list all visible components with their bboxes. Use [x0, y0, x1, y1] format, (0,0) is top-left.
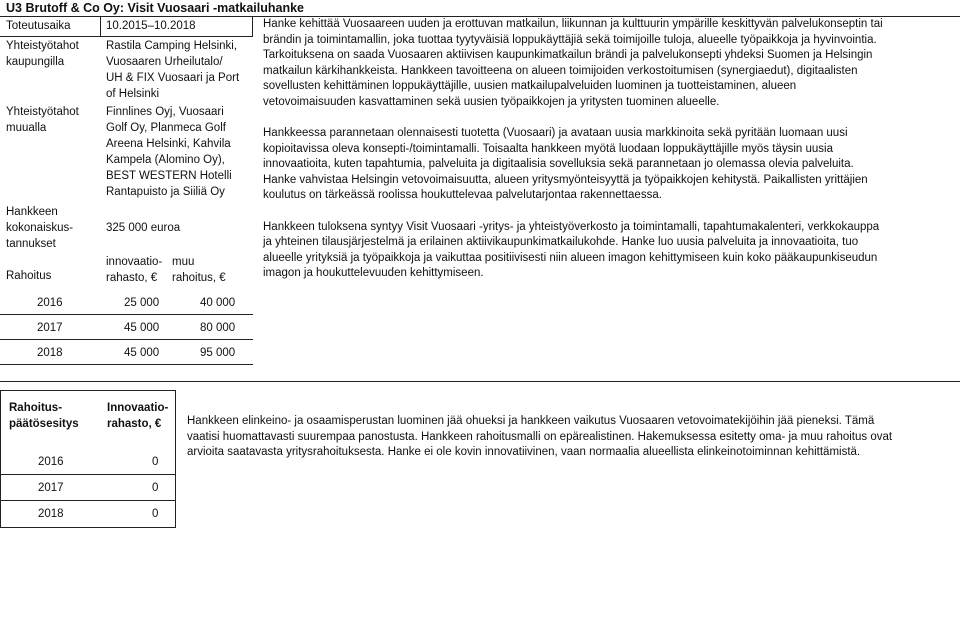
toteutusaika-bottom [0, 36, 253, 37]
toteutusaika-divider [100, 16, 101, 37]
decision-row-value: 0 [152, 482, 159, 494]
funding-row-innovation: 25 000 [124, 297, 160, 309]
decision-row-year: 2018 [38, 508, 64, 520]
decision-label: Rahoitus- päätösesitys [9, 402, 79, 430]
decision-row-year: 2016 [38, 456, 64, 468]
decision-top-rule [0, 381, 960, 382]
funding-row-divider [0, 364, 253, 365]
total-costs-label: Hankkeen kokonaiskus- tannukset [6, 206, 74, 250]
decision-row-value: 0 [152, 508, 159, 520]
funding-innovation-header: innovaatio- rahasto, € [106, 256, 163, 284]
decision-row-divider [0, 474, 175, 475]
description-paragraph: Hankkeessa parannetaan olennaisesti tuotetta (Vuosaari) ja avataan uusia markkinoita sekä pyritään luomaan uusi kopioitavissa oleva konsepti-/toimintamalli. Toisaalta hankkeen myötä luodaan loppukäyttäjille myös täysin uusia innovaatioita, kuten tapahtumia, palveluita ja digitaalisia sovelluksia sekä parannetaan jo olemassa olevia palveluita. Hanke vahvistaa Helsingin vetovoimaisuutta, alueen yritysmyönteisyyttä ja työpaikkojen kehitystä. Paikallisten yrittäjien koulutus on tärkeässä roolissa houkuttelevaa palvelutarjontaa rakennettaessa. [263, 127, 868, 201]
toteutusaika-end [252, 16, 253, 37]
funding-label: Rahoitus [6, 270, 52, 282]
funding-row-year: 2016 [37, 297, 63, 309]
decision-text: Hankkeen elinkeino- ja osaamisperustan luominen jää ohueksi ja hankkeen vaikutus Vuosaaren vetovoimatekijöihin jää pieneksi. Tämä vaatisi huomattavasti suurempaa panostusta. Hankkeen rahoitusmalli on epärealistinen. Hakemuksessa esitetty oma- ja muu rahoitus ovat arvioita saatavasta yritysrahoituksesta. Hanke ei ole kovin innovatiivinen, vaan normaalia alueellista elinkeinotoiminnan kehittämistä. [187, 415, 893, 458]
funding-row-other: 40 000 [200, 297, 236, 309]
funding-row-innovation: 45 000 [124, 322, 160, 334]
funding-row-innovation: 45 000 [124, 347, 160, 359]
page-title: U3 Brutoff & Co Oy: Visit Vuosaari -matkailuhanke [6, 1, 304, 15]
partners-other-label: Yhteistyötahot muualla [6, 106, 79, 134]
decision-innovation-header: Innovaatio- rahasto, € [107, 402, 169, 430]
funding-other-header: muu rahoitus, € [172, 256, 226, 284]
funding-row-other: 80 000 [200, 322, 236, 334]
project-description [263, 17, 957, 282]
description-paragraph: Hanke kehittää Vuosaareen uuden ja erottuvan matkailun, liikunnan ja kulttuurin ympärille keskittyvän palvelukonseptin tai brändin ja toimintamallin, joka tuottaa tyytyväisiä loppukäyttäjiä sekä toimijoille tuloja, alueelle työpaikkoja ja hyvinvointia. Tarkoituksena on saada Vuosaaren aktiivisen kaupunkimatkailun brändi ja palvelukonsepti yhdeksi Suomen ja Helsingin matkailun kärkihankkeista. Hankkeen tavoitteena on alueen toimijoiden verkostoitumisen (synergiaedut), digitaalisten sovellusten kehittäminen loppukäyttäjille, uusien matkailupalveluiden luominen ja tuotteistaminen, alueen vetovoimaisuuden kasvattaminen sekä uusien työpaikkojen ja yritysten tuominen alueelle. [263, 18, 883, 108]
toteutusaika-label: Toteutusaika [6, 20, 71, 32]
funding-row-divider [0, 339, 253, 340]
funding-row-divider [0, 314, 253, 315]
partners-city-list: Rastila Camping Helsinki, Vuosaaren Urheilutalo/ UH & FIX Vuosaari ja Port of Helsinki [106, 40, 240, 100]
partners-city-label: Yhteistyötahot kaupungilla [6, 40, 79, 68]
partners-other-list: Finnlines Oyj, Vuosaari Golf Oy, Planmeca Golf Areena Helsinki, Kahvila Kampela (Alomino Oy), BEST WESTERN Hotelli Rantapuisto ja Siiliä Oy [106, 106, 232, 198]
total-costs-value: 325 000 euroa [106, 222, 181, 234]
toteutusaika-value: 10.2015–10.2018 [106, 20, 196, 32]
decision-row-year: 2017 [38, 482, 64, 494]
decision-row-divider [0, 500, 175, 501]
funding-row-other: 95 000 [200, 347, 236, 359]
funding-row-year: 2017 [37, 322, 63, 334]
description-paragraph: Hankkeen tuloksena syntyy Visit Vuosaari -yritys- ja yhteistyöverkosto ja toimintamalli, tapahtumakalenteri, verkkokauppa ja yhteinen tilausjärjestelmä ja erilainen aktiivikaupunkimatkailukohde. Hanke luo uusia palveluita ja innovaatioita, tuo alueelle yrityksiä ja työpaikkoja ja vaikuttaa positiivisesti niin alueen imagon kehittymiseen kuin koko pääkaupunkiseudun imagon ja houkuttelevuuden kehittymiseen. [263, 220, 880, 279]
funding-row-year: 2018 [37, 347, 63, 359]
decision-row-value: 0 [152, 456, 159, 468]
